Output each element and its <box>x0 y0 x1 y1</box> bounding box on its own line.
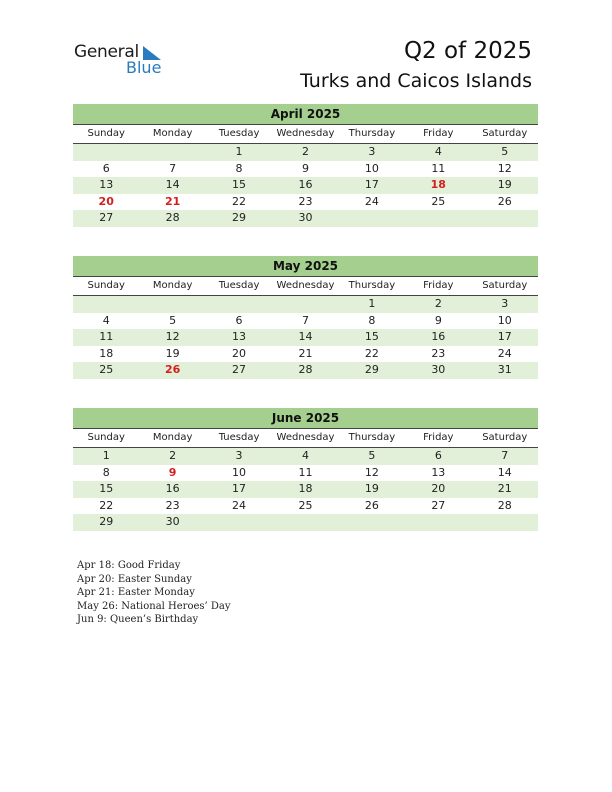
day-cell <box>472 514 538 531</box>
week-row <box>73 465 538 482</box>
month-calendar <box>73 408 538 531</box>
weekday-label: Saturday <box>482 280 528 291</box>
day-cell: 24 <box>497 346 512 360</box>
day-cell <box>339 210 405 227</box>
day-cell <box>272 514 338 531</box>
day-cell <box>405 210 471 227</box>
weekday-label: Tuesday <box>218 128 260 139</box>
week-row <box>73 161 538 178</box>
weekday-label: Sunday <box>87 128 125 139</box>
day-cell <box>405 514 471 531</box>
day-cell: 27 <box>431 498 446 512</box>
day-cell: 12 <box>497 161 512 175</box>
holiday-day-cell: 20 <box>98 194 114 208</box>
day-cell <box>206 514 272 531</box>
day-cell: 30 <box>165 515 180 529</box>
day-cell: 29 <box>232 211 247 225</box>
day-cell: 15 <box>364 330 379 344</box>
day-cell: 22 <box>99 498 114 512</box>
weekday-label: Wednesday <box>276 280 335 291</box>
day-cell: 26 <box>497 194 512 208</box>
day-cell: 20 <box>431 482 446 496</box>
day-cell <box>272 296 338 313</box>
weekday-label: Thursday <box>348 280 396 291</box>
logo <box>74 42 174 78</box>
day-cell: 28 <box>497 498 512 512</box>
day-cell: 1 <box>368 297 376 310</box>
day-cell: 30 <box>431 363 446 377</box>
day-cell: 18 <box>298 482 313 496</box>
day-cell: 30 <box>298 211 313 225</box>
day-cell: 5 <box>368 449 376 462</box>
day-cell <box>73 144 139 161</box>
day-cell: 3 <box>501 297 509 310</box>
day-cell <box>206 296 272 313</box>
day-cell: 29 <box>99 515 114 529</box>
week-row <box>73 329 538 346</box>
day-cell: 16 <box>165 482 180 496</box>
holiday-day-cell: 9 <box>168 465 177 479</box>
day-cell: 1 <box>102 449 110 462</box>
day-cell: 19 <box>364 482 379 496</box>
day-cell: 17 <box>364 178 379 192</box>
day-cell: 15 <box>99 482 114 496</box>
day-cell: 18 <box>99 346 114 360</box>
holiday-note: Apr 21: Easter Monday <box>77 587 195 599</box>
month-calendar <box>73 104 538 227</box>
day-cell: 12 <box>364 465 379 479</box>
day-cell: 1 <box>235 145 243 158</box>
day-cell: 9 <box>434 313 442 327</box>
day-cell: 2 <box>434 297 442 310</box>
weekday-header-row <box>73 277 538 296</box>
weekday-header-row <box>73 125 538 144</box>
day-cell: 14 <box>165 178 180 192</box>
week-row <box>73 210 538 227</box>
day-cell: 2 <box>301 145 309 158</box>
holiday-notes <box>77 559 231 627</box>
day-cell <box>139 144 205 161</box>
holiday-note: Apr 18: Good Friday <box>77 560 181 571</box>
day-cell: 5 <box>501 145 509 158</box>
day-cell: 6 <box>102 161 110 175</box>
day-cell: 10 <box>364 161 379 175</box>
month-title: April 2025 <box>73 104 538 125</box>
day-cell: 24 <box>232 498 247 512</box>
weekday-label: Wednesday <box>276 432 335 443</box>
week-row <box>73 346 538 363</box>
day-cell: 12 <box>165 330 180 344</box>
day-cell: 13 <box>232 330 247 344</box>
day-cell: 23 <box>431 346 446 360</box>
day-cell: 11 <box>99 330 114 344</box>
day-cell: 21 <box>497 482 512 496</box>
day-cell <box>339 514 405 531</box>
day-cell: 7 <box>169 161 177 175</box>
day-cell: 16 <box>431 330 446 344</box>
day-cell: 5 <box>169 313 177 327</box>
day-cell: 6 <box>235 313 243 327</box>
weekday-label: Thursday <box>348 432 396 443</box>
day-cell: 4 <box>102 313 110 327</box>
weekday-label: Tuesday <box>218 432 260 443</box>
weekday-label: Monday <box>152 280 193 291</box>
week-row <box>73 194 538 211</box>
day-cell: 10 <box>497 313 512 327</box>
holiday-day-cell: 26 <box>164 363 181 377</box>
day-cell: 13 <box>431 465 446 479</box>
day-cell: 8 <box>235 161 243 175</box>
holiday-note: Jun 9: Queen’s Birthday <box>77 614 199 626</box>
day-cell: 10 <box>232 465 247 479</box>
week-row <box>73 144 538 161</box>
day-cell: 15 <box>232 178 247 192</box>
day-cell: 25 <box>431 194 446 208</box>
day-cell: 20 <box>232 346 247 360</box>
weekday-label: Saturday <box>482 432 528 443</box>
holiday-note: May 26: National Heroes’ Day <box>77 600 231 612</box>
day-cell: 23 <box>298 194 313 208</box>
day-cell: 6 <box>434 449 442 462</box>
day-cell: 13 <box>99 178 114 192</box>
day-cell: 11 <box>298 465 313 479</box>
day-cell: 25 <box>298 498 313 512</box>
week-row <box>73 362 538 379</box>
weekday-label: Friday <box>423 432 454 443</box>
day-cell: 22 <box>232 194 247 208</box>
holiday-day-cell: 18 <box>430 178 446 192</box>
day-cell: 4 <box>434 145 442 158</box>
logo-blue-text: Blue <box>126 58 162 77</box>
day-cell: 14 <box>497 465 512 479</box>
day-cell: 16 <box>298 178 313 192</box>
weekday-label: Monday <box>152 128 193 139</box>
day-cell: 24 <box>364 194 379 208</box>
month-calendar <box>73 256 538 379</box>
day-cell: 8 <box>368 313 376 327</box>
week-row <box>73 313 538 330</box>
day-cell: 3 <box>235 449 243 462</box>
day-cell: 27 <box>99 211 114 225</box>
day-cell <box>472 210 538 227</box>
day-cell: 7 <box>301 313 309 327</box>
weekday-label: Sunday <box>87 432 125 443</box>
weekday-label: Monday <box>152 432 193 443</box>
day-cell: 3 <box>368 145 376 158</box>
day-cell: 26 <box>364 498 379 512</box>
weekday-label: Friday <box>423 280 454 291</box>
weekday-label: Thursday <box>348 128 396 139</box>
weekday-label: Friday <box>423 128 454 139</box>
day-cell: 29 <box>364 363 379 377</box>
day-cell <box>73 296 139 313</box>
weekday-label: Sunday <box>87 280 125 291</box>
month-title: May 2025 <box>73 256 538 277</box>
day-cell: 14 <box>298 330 313 344</box>
logo-general-text: General <box>74 42 139 62</box>
day-cell: 28 <box>298 363 313 377</box>
week-row <box>73 498 538 515</box>
day-cell: 4 <box>301 449 309 462</box>
day-cell: 8 <box>102 465 110 479</box>
week-row <box>73 177 538 194</box>
weekday-label: Saturday <box>482 128 528 139</box>
day-cell: 25 <box>99 363 114 377</box>
weekday-label: Tuesday <box>218 280 260 291</box>
day-cell: 7 <box>501 449 509 462</box>
day-cell: 27 <box>232 363 247 377</box>
day-cell: 19 <box>165 346 180 360</box>
week-row <box>73 481 538 498</box>
week-row <box>73 514 538 531</box>
country-title: Turks and Caicos Islands <box>300 70 532 92</box>
weekday-label: Wednesday <box>276 128 335 139</box>
day-cell: 9 <box>301 161 309 175</box>
day-cell: 23 <box>165 498 180 512</box>
day-cell: 19 <box>497 178 512 192</box>
day-cell: 17 <box>497 330 512 344</box>
week-row <box>73 296 538 313</box>
day-cell: 2 <box>169 449 177 462</box>
month-title: June 2025 <box>73 408 538 429</box>
holiday-day-cell: 21 <box>164 194 181 208</box>
day-cell: 21 <box>298 346 313 360</box>
day-cell: 31 <box>497 363 512 377</box>
day-cell: 11 <box>431 161 446 175</box>
day-cell: 28 <box>165 211 180 225</box>
quarter-title: Q2 of 2025 <box>403 38 532 64</box>
day-cell <box>139 296 205 313</box>
day-cell: 17 <box>232 482 247 496</box>
weekday-header-row <box>73 429 538 448</box>
holiday-note: Apr 20: Easter Sunday <box>77 573 192 585</box>
day-cell: 22 <box>364 346 379 360</box>
week-row <box>73 448 538 465</box>
